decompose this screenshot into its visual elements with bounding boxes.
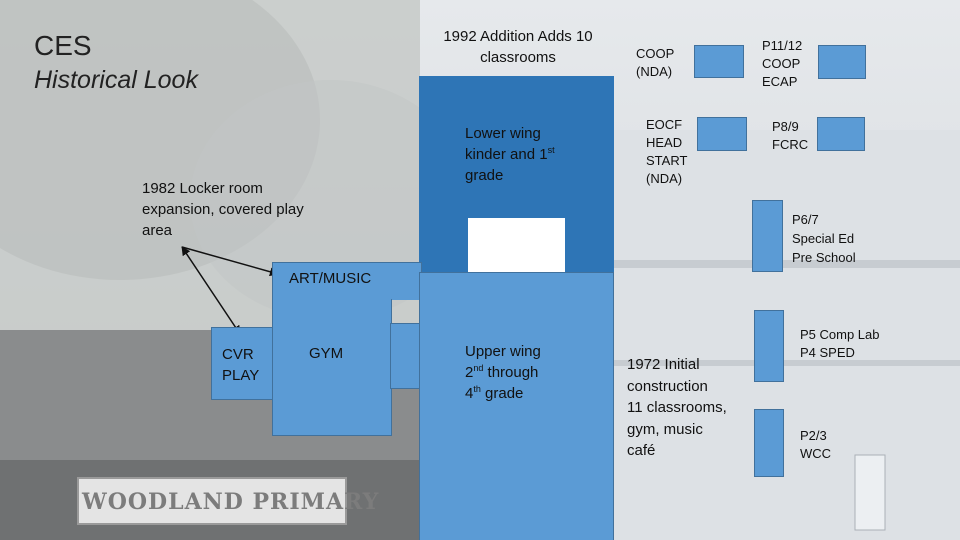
p8-9-label: P8/9 FCRC <box>772 119 809 152</box>
page-title: CES <box>34 30 92 61</box>
eocf-head-start-label: EOCF HEAD START (NDA) <box>646 117 688 186</box>
addition-1992-label: 1992 Addition Adds 10 classrooms <box>443 28 593 66</box>
expansion-1982-label: 1982 Locker room expansion, covered play area <box>142 180 304 239</box>
upper-wing-block <box>419 272 614 540</box>
p11-12-label: P11/12 COOP ECAP <box>762 38 803 89</box>
eocf-portable <box>697 117 747 151</box>
arrow-to-cvr-play <box>182 247 240 334</box>
page-subtitle: Historical Look <box>34 66 198 94</box>
p6-7-label: P6/7 Special Ed Pre School <box>792 212 856 265</box>
gym-block <box>272 299 392 436</box>
construction-1972-label: 1972 Initial construction 11 classrooms, gym, music café <box>627 356 727 459</box>
coop-nda-label: COOP (NDA) <box>636 46 675 79</box>
p6-7-portable <box>752 200 783 272</box>
cvr-play-label: CVR PLAY <box>222 346 260 384</box>
lower-wing-label: Lower wing kinder and 1st grade <box>465 125 555 184</box>
p4-p5-label: P5 Comp Lab P4 SPED <box>800 327 880 360</box>
background-sign-text: WOODLAND PRIMARY <box>82 489 380 515</box>
coop-nda-portable <box>694 45 744 78</box>
art-music-label: ART/MUSIC <box>289 270 372 287</box>
gym-label: GYM <box>309 345 344 362</box>
upper-wing-label: Upper wing 2nd through 4th grade <box>465 343 541 402</box>
p2-3-label: P2/3 WCC <box>800 428 832 461</box>
p4-p5-portable <box>754 310 784 382</box>
p8-9-portable <box>817 117 865 151</box>
p2-3-portable <box>754 409 784 477</box>
p11-12-portable <box>818 45 866 79</box>
